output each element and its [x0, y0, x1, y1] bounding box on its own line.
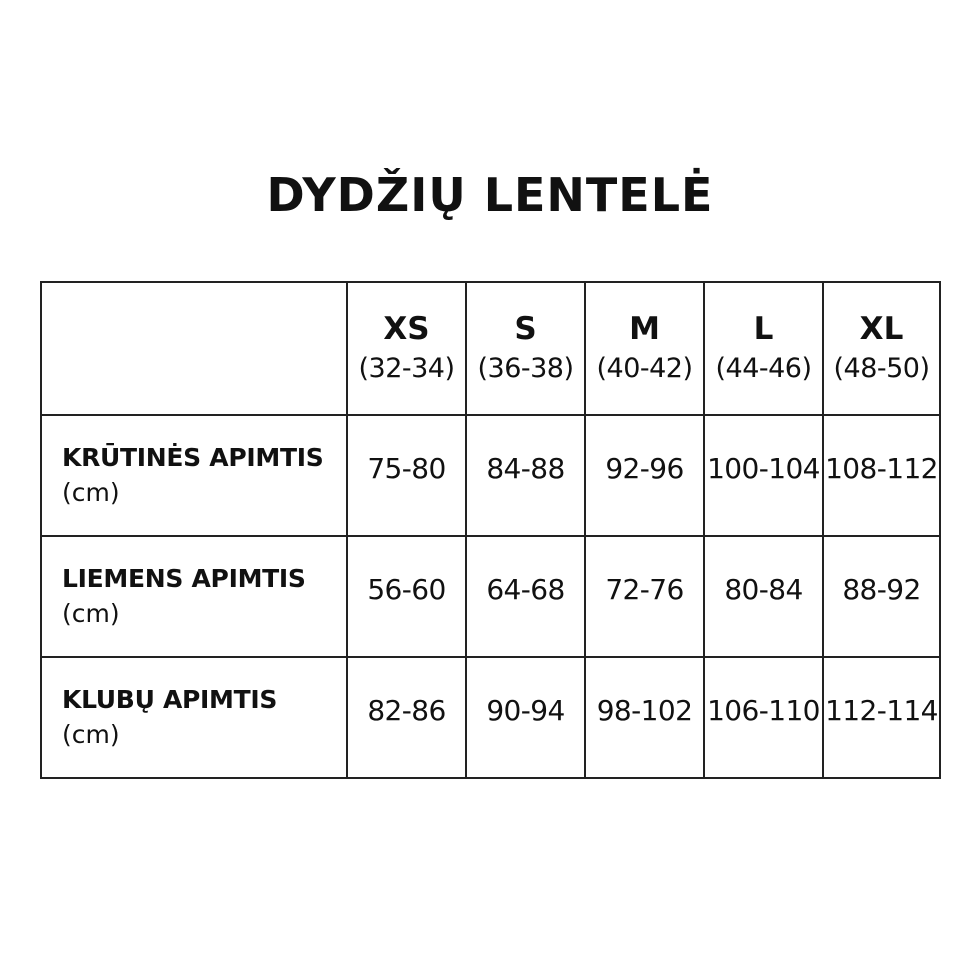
size-range: (32-34): [358, 352, 455, 384]
measurement-label: KRŪTINĖS APIMTIS: [62, 442, 324, 472]
size-header-m: [585, 282, 704, 415]
size-range: (36-38): [477, 352, 574, 384]
measurement-label: KLUBŲ APIMTIS: [62, 684, 278, 714]
row-label-cell: [41, 415, 347, 536]
size-chart-table: [40, 281, 941, 779]
page-title: DYDŽIŲ LENTELĖ: [266, 168, 714, 222]
table-row-hips: [41, 657, 940, 778]
measurement-unit: (cm): [62, 598, 120, 628]
size-name: XL: [859, 310, 904, 347]
size-header-l: [704, 282, 823, 415]
size-header-xs: [347, 282, 466, 415]
table-cell: 80-84: [704, 536, 823, 657]
table-cell: 92-96: [585, 415, 704, 536]
size-header-xl: [823, 282, 940, 415]
table-cell: 84-88: [466, 415, 585, 536]
measurement-label: LIEMENS APIMTIS: [62, 563, 306, 593]
size-name: L: [753, 310, 774, 347]
table-cell: 100-104: [704, 415, 823, 536]
table-row-chest: [41, 415, 940, 536]
measurement-unit: (cm): [62, 477, 120, 507]
table-cell: 98-102: [585, 657, 704, 778]
table-cell: 64-68: [466, 536, 585, 657]
measurement-unit: (cm): [62, 719, 120, 749]
table-cell: 90-94: [466, 657, 585, 778]
size-name: XS: [383, 310, 430, 347]
row-label-cell: [41, 657, 347, 778]
table-cell: 108-112: [823, 415, 940, 536]
row-label-cell: [41, 536, 347, 657]
size-range: (44-46): [715, 352, 812, 384]
size-header-s: [466, 282, 585, 415]
table-cell: 72-76: [585, 536, 704, 657]
table-cell: 106-110: [704, 657, 823, 778]
size-name: M: [629, 310, 660, 347]
table-cell: 75-80: [347, 415, 466, 536]
table-header-row: [41, 282, 940, 415]
table-cell: 82-86: [347, 657, 466, 778]
size-range: (48-50): [833, 352, 930, 384]
header-empty-cell: [41, 282, 347, 415]
table-row-waist: [41, 536, 940, 657]
table-cell: 88-92: [823, 536, 940, 657]
table-cell: 112-114: [823, 657, 940, 778]
size-range: (40-42): [596, 352, 693, 384]
size-name: S: [514, 310, 537, 347]
table-cell: 56-60: [347, 536, 466, 657]
